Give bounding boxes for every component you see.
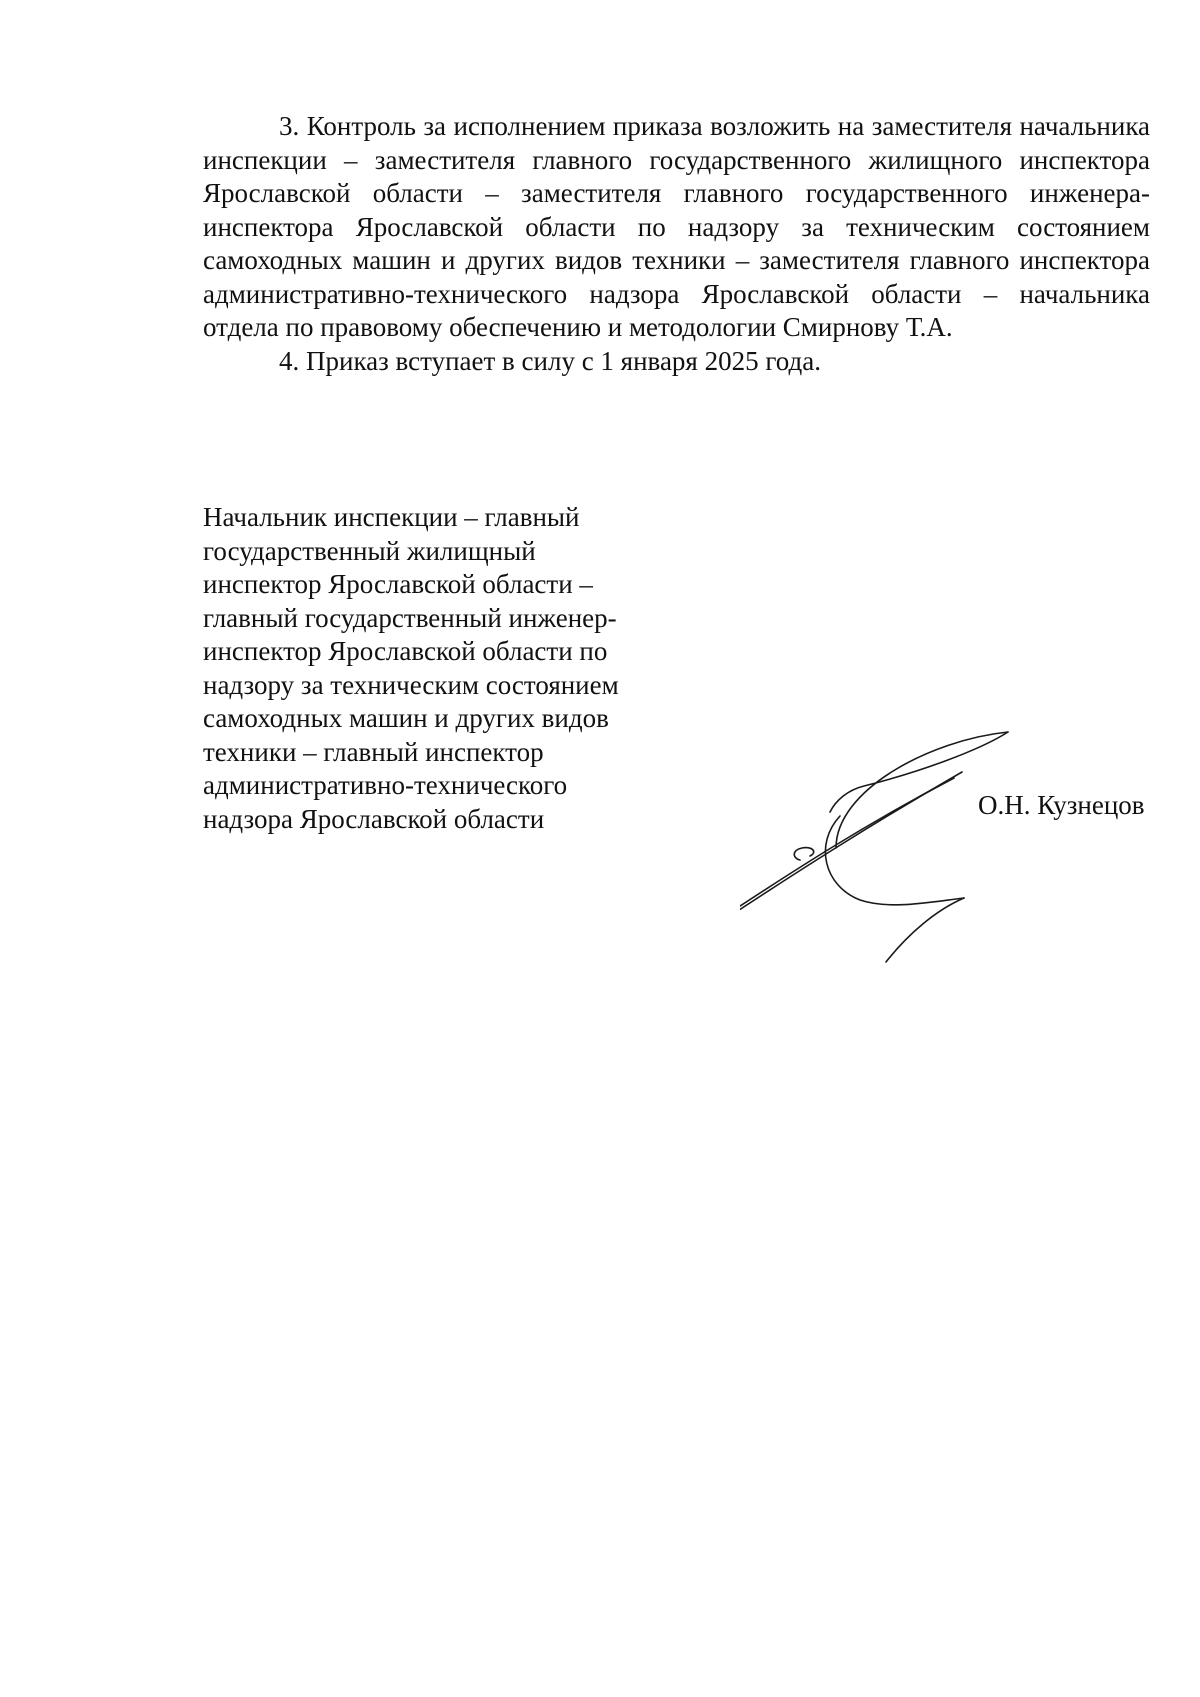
signatory-title-line: государственный жилищный (203, 535, 536, 566)
signatory-title-line: надзора Ярославской области (203, 803, 545, 834)
handwritten-signature (740, 720, 1020, 970)
signatory-title-line: техники – главный инспектор (203, 736, 544, 767)
signatory-title-line: надзору за техническим состоянием (203, 669, 619, 700)
paragraph-4 (203, 345, 1150, 379)
signatory-title-line: главный государственный инженер- (203, 602, 617, 633)
paragraph-4-text: Приказ вступает в силу с 1 января 2025 года. (306, 345, 821, 376)
paragraph-3 (203, 110, 1150, 345)
signatory-title (203, 501, 673, 836)
signatory-title-line: инспектор Ярославской области по (203, 636, 608, 666)
signatory-title-line: Начальник инспекции – главный (203, 502, 580, 532)
signatory-title-line: самоходных машин и других видов (203, 703, 609, 733)
signatory-name: О.Н. Кузнецов (978, 790, 1145, 820)
signatory-title-line: инспектор Ярославской области – (203, 569, 593, 599)
signatory-title-line: административно-технического (203, 770, 568, 800)
paragraph-4-number: 4. (279, 345, 300, 376)
paragraph-3-number: 3. (279, 111, 300, 141)
order-body (203, 110, 1150, 378)
paragraph-3-text: Контроль за исполнением приказа возложить на заместителя начальника инспекции – заместителя главного государственного жилищного инспектора Ярославской области – заместителя главного государственного инженера-инспектора Ярославской области по надзору за техническим состоянием самоходных машин и других видов техники – заместителя главного инспектора административно-технического надзора Ярославской области – начальника отдела по правовому обеспечению и методологии Смирнову Т.А. (203, 111, 1151, 342)
